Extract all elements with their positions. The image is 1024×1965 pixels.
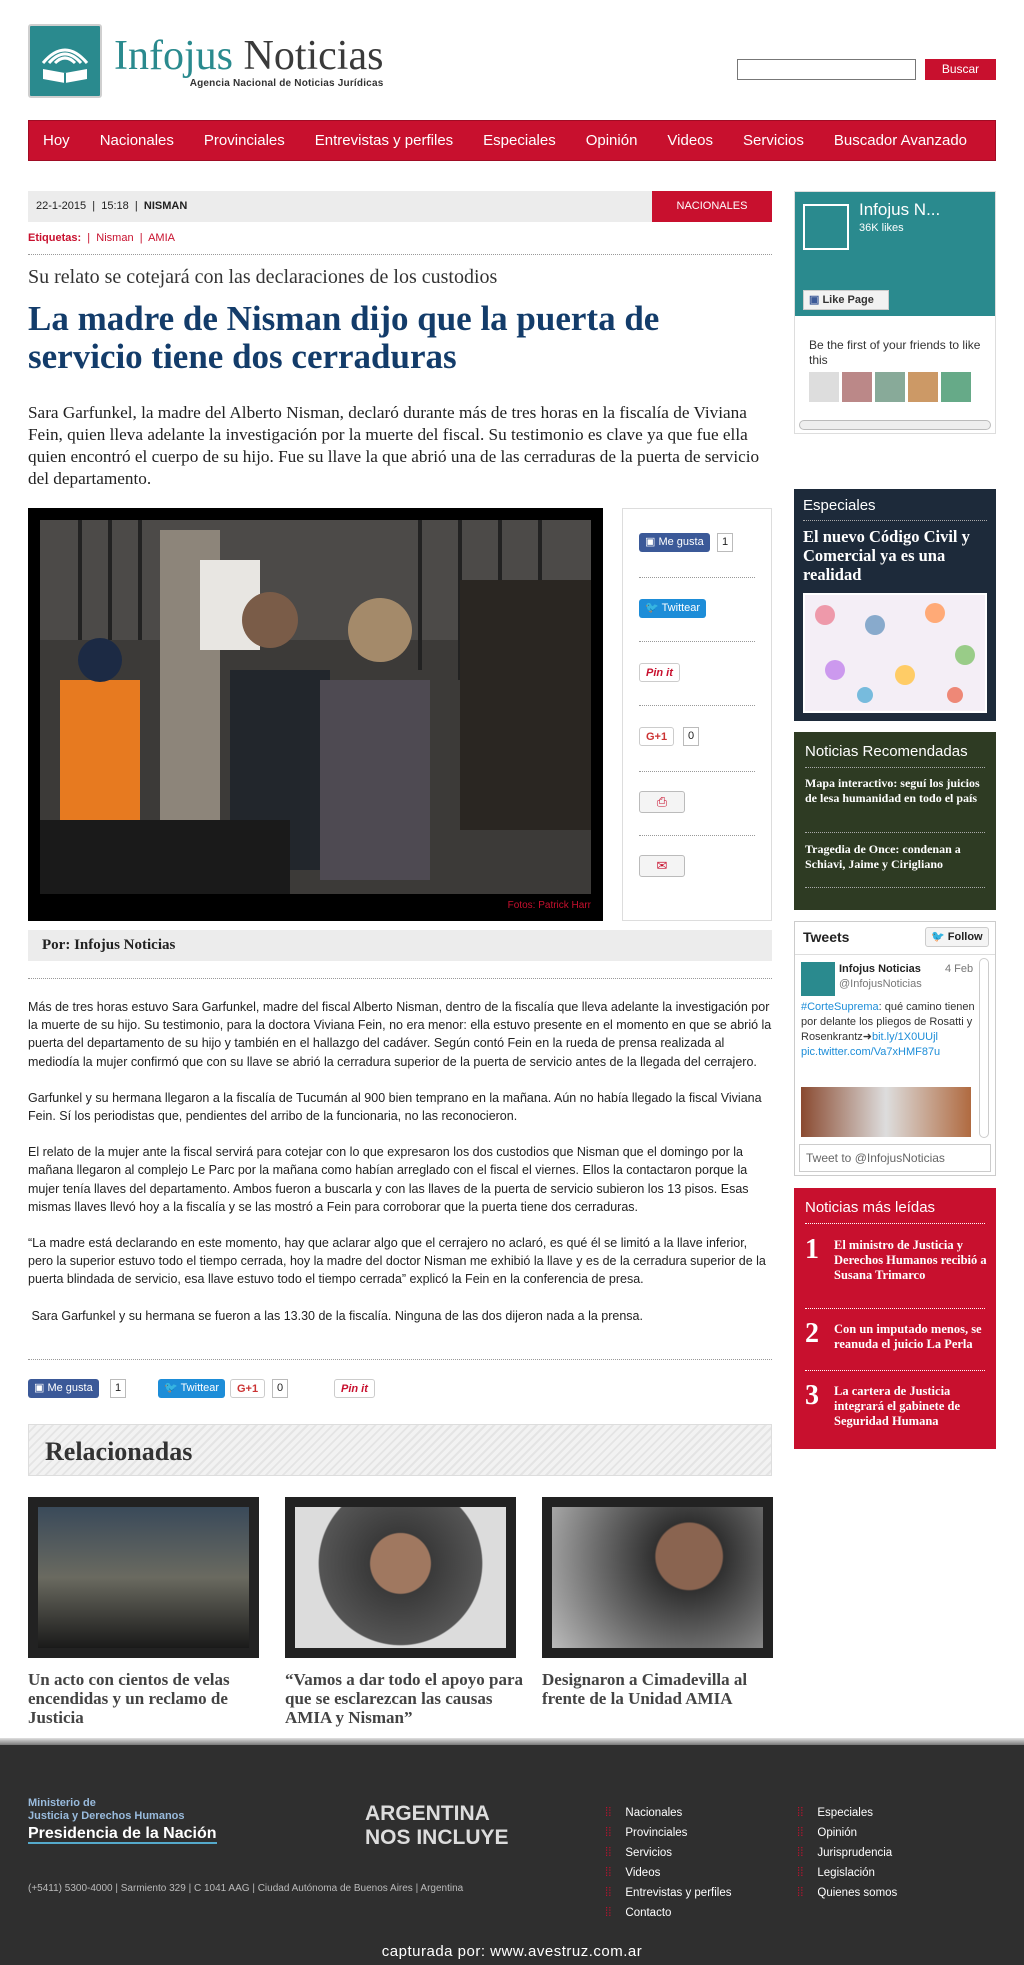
- twitter-tweet-button-bottom[interactable]: 🐦 Twittear: [158, 1379, 225, 1398]
- mas-leidas-box: [794, 1188, 996, 1449]
- nav-item-buscador[interactable]: Buscador Avanzado: [833, 132, 968, 149]
- twitter-follow-button[interactable]: 🐦 Follow: [925, 927, 989, 947]
- facebook-cover: [795, 192, 995, 316]
- divider: [805, 1370, 985, 1371]
- tweet-avatar[interactable]: [801, 962, 835, 996]
- recomendadas-item[interactable]: Tragedia de Once: condenan a Schiavi, Jaime y Cirigliano: [805, 842, 961, 871]
- especiales-image[interactable]: [803, 593, 987, 713]
- tweet-hashtag[interactable]: #CorteSuprema: [801, 1001, 879, 1013]
- nav-item-servicios[interactable]: Servicios: [743, 132, 804, 149]
- paragraph: Sara Garfunkel y su hermana se fueron a las 13.30 de la fiscalía. Ninguna de las dos dijeron nada a la prensa.: [28, 1308, 643, 1323]
- footer-link[interactable]: ⁞⁞ Provinciales: [605, 1827, 688, 1839]
- related-image[interactable]: [542, 1497, 773, 1658]
- divider: [28, 1359, 772, 1360]
- facebook-friends-text: Be the first of your friends to like this: [809, 338, 981, 367]
- footer-address: (+5411) 5300-4000 | Sarmiento 329 | C 1041 AAG | Ciudad Autónoma de Buenos Aires | Argentina: [28, 1883, 464, 1894]
- related-headline[interactable]: “Vamos a dar todo el apoyo para que se esclarezcan las causas AMIA y Nisman”: [285, 1670, 524, 1727]
- footer-link[interactable]: ⁞⁞ Nacionales: [605, 1807, 683, 1819]
- article-section-tag[interactable]: NISMAN: [143, 200, 188, 212]
- rank-number: 2: [805, 1318, 819, 1349]
- footer-link[interactable]: ⁞⁞ Jurisprudencia: [797, 1847, 893, 1859]
- google-plus-count: 0: [683, 727, 699, 746]
- nav-item-especiales[interactable]: Especiales: [483, 132, 556, 149]
- paragraph: Más de tres horas estuvo Sara Garfunkel, madre del fiscal Alberto Nisman, dentro de la fiscalía que lleva adelante la investigación por la muerte de su hijo. Su testimonio, para la doctora Viviana Fein, no era menor: ella estuvo presente en el momento en que se abrió la puerta del departamento de su hijo y también en el hallazgo del cadáver. Según contó Fein en la rueda de prensa realizada al mediodía la mujer confirmó que con su llave se abrió la cerradura superior de la puerta de servicio antes de la llegada del cerrajero.: [28, 1000, 772, 1069]
- article-body: [28, 998, 772, 1343]
- facebook-like-button-bottom[interactable]: ▣ Me gusta: [28, 1379, 99, 1398]
- avatar: [842, 372, 872, 402]
- especiales-box: [794, 489, 996, 721]
- nav-item-provinciales[interactable]: Provinciales: [203, 132, 285, 149]
- print-icon[interactable]: ⎙: [639, 791, 685, 813]
- divider: [28, 254, 772, 255]
- avatar: [941, 372, 971, 402]
- facebook-page-widget: [794, 191, 996, 434]
- nav-item-videos[interactable]: Videos: [667, 132, 714, 149]
- recomendadas-box: [794, 732, 996, 910]
- tweets-title: Tweets: [803, 929, 850, 945]
- related-image[interactable]: [285, 1497, 516, 1658]
- avatar: [875, 372, 905, 402]
- article-byline: Por: Infojus Noticias: [28, 930, 772, 961]
- article-photo[interactable]: [28, 508, 603, 921]
- related-image[interactable]: [28, 1497, 259, 1658]
- facebook-like-page-button[interactable]: ▣ Like Page: [803, 290, 889, 310]
- divider: [795, 954, 995, 955]
- footer-link[interactable]: ⁞⁞ Servicios: [605, 1847, 673, 1859]
- footer-link[interactable]: ⁞⁞ Videos: [605, 1867, 661, 1879]
- tag-link[interactable]: Nisman: [96, 232, 134, 244]
- tweet-link[interactable]: pic.twitter.com/Va7xHMF87u: [801, 1046, 941, 1058]
- logo-title: Infojus Noticias: [114, 32, 384, 79]
- article-date: 22-1-2015: [36, 200, 87, 212]
- divider: [803, 520, 987, 521]
- tweet-text: #CorteSuprema: qué camino tienen por delante los pliegos de Rosatti y Rosenkrantz➜bit.ly/1X0UUjl pic.twitter.com/Va7xHMF87u: [801, 1001, 975, 1058]
- category-badge[interactable]: NACIONALES: [652, 191, 772, 222]
- footer: [0, 1745, 1024, 1965]
- facebook-like-count: 1: [717, 533, 733, 552]
- twitter-widget: [794, 921, 996, 1176]
- footer-link[interactable]: ⁞⁞ Contacto: [605, 1907, 672, 1919]
- divider: [28, 978, 772, 979]
- nav-item-nacionales[interactable]: Nacionales: [99, 132, 174, 149]
- facebook-likes: 36K likes: [859, 222, 904, 234]
- mas-leidas-item[interactable]: El ministro de Justicia y Derechos Humanos recibió a Susana Trimarco: [834, 1238, 987, 1282]
- recomendadas-item[interactable]: Mapa interactivo: seguí los juicios de lesa humanidad en todo el país: [805, 776, 980, 805]
- divider: [639, 835, 755, 836]
- argentina-line2: NOS INCLUYE: [365, 1826, 509, 1849]
- tags-label: Etiquetas:: [28, 232, 82, 244]
- tweet-handle[interactable]: @InfojusNoticias: [839, 978, 922, 990]
- twitter-tweet-button[interactable]: 🐦 Twittear: [639, 599, 706, 618]
- article-headline: La madre de Nisman dijo que la puerta de servicio tiene dos cerraduras: [28, 299, 660, 376]
- tweet-link[interactable]: bit.ly/1X0UUjl: [871, 1031, 938, 1043]
- article-time: 15:18: [101, 200, 129, 212]
- facebook-page-name[interactable]: Infojus N...: [859, 200, 941, 219]
- argentina-nos-incluye-logo: [365, 1802, 509, 1850]
- email-icon[interactable]: ✉: [639, 855, 685, 877]
- tags-row: Etiquetas: | Nisman | AMIA: [28, 232, 175, 244]
- footer-link[interactable]: ⁞⁞ Opinión: [797, 1827, 858, 1839]
- footer-link[interactable]: ⁞⁞ Entrevistas y perfiles: [605, 1887, 732, 1899]
- facebook-page-logo-icon: [803, 204, 849, 250]
- related-headline[interactable]: Un acto con cientos de velas encendidas y un reclamo de Justicia: [28, 1670, 230, 1727]
- divider: [639, 771, 755, 772]
- footer-link[interactable]: ⁞⁞ Quienes somos: [797, 1887, 898, 1899]
- divider: [805, 887, 985, 888]
- facebook-like-button[interactable]: ▣ Me gusta: [639, 533, 710, 552]
- pinterest-button-bottom[interactable]: Pin it: [334, 1379, 375, 1398]
- related-header: [28, 1424, 772, 1476]
- recomendadas-title: Noticias Recomendadas: [805, 743, 968, 760]
- share-panel: [622, 508, 772, 921]
- google-plus-button[interactable]: G+1: [639, 727, 674, 746]
- tweets-scrollbar[interactable]: [979, 958, 989, 1138]
- mas-leidas-item[interactable]: La cartera de Justicia integrará el gabinete de Seguridad Humana: [834, 1384, 961, 1428]
- photo-credit: Fotos: Patrick Harr: [507, 900, 591, 911]
- tweet-to-input[interactable]: Tweet to @InfojusNoticias: [799, 1144, 991, 1172]
- mas-leidas-item[interactable]: Con un imputado menos, se reanuda el juicio La Perla: [834, 1322, 982, 1351]
- avatar: [809, 372, 839, 402]
- google-plus-count-bottom: 0: [272, 1379, 288, 1398]
- ministry-logo[interactable]: [28, 1797, 217, 1844]
- tweet-image[interactable]: [801, 1087, 971, 1137]
- logo-subtitle: Agencia Nacional de Noticias Jurídicas: [189, 77, 384, 89]
- paragraph: Garfunkel y su hermana llegaron a la fiscalía de Tucumán al 900 bien temprano en la mañana. Aún no había llegado la fiscal Viviana Fein. Sí los periodistas que, pendientes del arribo de la funcionaria, no las reconocieron.: [28, 1090, 762, 1124]
- ministry-line1: Ministerio de: [28, 1797, 96, 1809]
- photo-image: [40, 520, 591, 894]
- footer-link[interactable]: ⁞⁞ Legislación: [797, 1867, 875, 1879]
- divider: [805, 767, 985, 768]
- avatar: [908, 372, 938, 402]
- especiales-headline[interactable]: El nuevo Código Civil y Comercial ya es una realidad: [803, 527, 970, 584]
- search-input[interactable]: [737, 59, 916, 80]
- presidency-label: Presidencia de la Nación: [28, 1825, 217, 1842]
- divider: [639, 577, 755, 578]
- site-logo[interactable]: [28, 24, 383, 98]
- tweet-author[interactable]: Infojus Noticias: [839, 963, 921, 975]
- main-nav: [28, 120, 996, 161]
- rank-number: 3: [805, 1380, 819, 1411]
- tweet-date[interactable]: 4 Feb: [945, 963, 974, 975]
- article-meta: 22-1-2015 | 15:18 | NISMAN: [28, 191, 772, 222]
- search-button[interactable]: Buscar: [925, 59, 996, 80]
- divider: [639, 641, 755, 642]
- related-title: Relacionadas: [45, 1437, 193, 1466]
- rank-number: 1: [805, 1234, 819, 1265]
- mas-leidas-title: Noticias más leídas: [805, 1199, 936, 1216]
- nav-item-hoy[interactable]: Hoy: [43, 132, 70, 149]
- article-kicker: Su relato se cotejará con las declaraciones de los custodios: [28, 266, 498, 288]
- nav-item-entrevistas[interactable]: Entrevistas y perfiles: [314, 132, 454, 149]
- nav-item-opinion[interactable]: Opinión: [585, 132, 638, 149]
- paragraph: “La madre está declarando en este momento, hay que aclarar algo que el cerrajero no aclaró, es qué él se limitó a la llave inferior, pero la superior estuvo todo el tiempo cerrada, hoy la madre del doctor Nisman me exhibió la llave y es de la cerradura superior de la puerta blindada de servicio, esa llave estuvo todo el tiempo cerrada” explicó la Fein en la conferencia de presa.: [28, 1236, 766, 1287]
- ministry-line2: Justicia y Derechos Humanos: [28, 1810, 185, 1822]
- article-lead: Sara Garfunkel, la madre del Alberto Nisman, declaró durante más de tres horas en la fiscalía de Viviana Fein, quien lleva adelante la investigación por la muerte del fiscal. Su testimonio es clave ya que fue ella quien encontró el cuerpo de su hijo. Fue su llave la que abrió una de las cerraduras de la puerta de servicio del departamento.: [28, 403, 760, 488]
- logo-emblem-icon: [28, 24, 102, 98]
- pinterest-button[interactable]: Pin it: [639, 663, 680, 682]
- facebook-like-count-bottom: 1: [110, 1379, 126, 1398]
- divider: [805, 832, 985, 833]
- facebook-widget-scrollbar[interactable]: [799, 420, 991, 430]
- capture-credit: capturada por: www.avestruz.com.ar: [381, 1943, 643, 1960]
- divider: [805, 1223, 985, 1224]
- google-plus-button-bottom[interactable]: G+1: [230, 1379, 265, 1398]
- especiales-title: Especiales: [803, 497, 876, 514]
- paragraph: El relato de la mujer ante la fiscal servirá para cotejar con lo que expresaron los dos custodios que Nisman que el domingo por la mañana llegaron al complejo Le Parc por la mañana como habían arreglado con el fiscal el viernes. Ellos la contactaron porque la mujer tenía llaves del departamento. Ambos fueron a buscarla y con las llaves de la puerta de servicio subieron los 13 pisos. Esas mismas llaves llevó hoy a la fiscalía y se las mostró a Fein para corroborar que la puerta tiene dos cerraduras.: [28, 1145, 749, 1214]
- footer-link[interactable]: ⁞⁞ Especiales: [797, 1807, 874, 1819]
- divider: [639, 705, 755, 706]
- argentina-line1: ARGENTINA: [365, 1802, 490, 1825]
- divider: [805, 1308, 985, 1309]
- tag-link[interactable]: AMIA: [148, 232, 175, 244]
- related-headline[interactable]: Designaron a Cimadevilla al frente de la Unidad AMIA: [542, 1670, 748, 1708]
- facebook-friend-avatars: [809, 372, 971, 402]
